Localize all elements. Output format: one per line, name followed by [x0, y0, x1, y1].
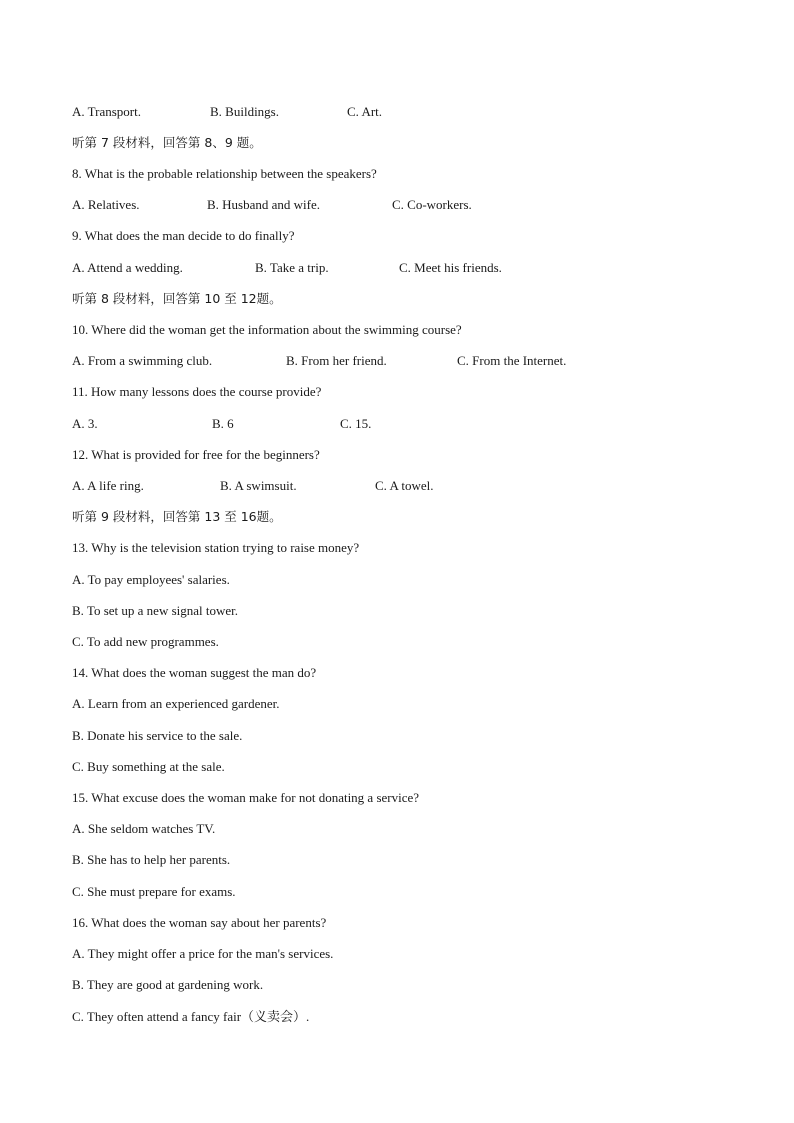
question-16: 16. What does the woman say about her parents? [72, 915, 327, 930]
q14-option-b: B. Donate his service to the sale. [72, 728, 243, 743]
q11-option-a: A. 3. [72, 416, 98, 431]
q16-option-b: B. They are good at gardening work. [72, 977, 264, 992]
question-12: 12. What is provided for free for the beginners? [72, 447, 320, 462]
question-9: 9. What does the man decide to do finally? [72, 228, 295, 243]
q8-option-a: A. Relatives. [72, 197, 140, 212]
q14-option-c: C. Buy something at the sale. [72, 759, 225, 774]
q13-option-a: A. To pay employees' salaries. [72, 572, 230, 587]
question-13: 13. Why is the television station trying to raise money? [72, 540, 360, 555]
q13-option-b: B. To set up a new signal tower. [72, 603, 239, 618]
q10-option-b: B. From her friend. [286, 353, 387, 368]
section-7-instruction: 听第 7 段材料，回答第 8、9 题。 [72, 135, 262, 150]
q7-option-b: B. Buildings. [210, 104, 279, 119]
q9-option-a: A. Attend a wedding. [72, 260, 183, 275]
q13-option-c: C. To add new programmes. [72, 634, 219, 649]
section-8-instruction: 听第 8 段材料，回答第 10 至 12题。 [72, 291, 282, 306]
q12-option-a: A. A life ring. [72, 478, 144, 493]
question-11: 11. How many lessons does the course provide? [72, 384, 322, 399]
question-10: 10. Where did the woman get the information about the swimming course? [72, 322, 462, 337]
q9-option-b: B. Take a trip. [255, 260, 329, 275]
q9-option-c: C. Meet his friends. [399, 260, 502, 275]
q12-option-b: B. A swimsuit. [220, 478, 297, 493]
q7-option-a: A. Transport. [72, 104, 141, 119]
q16-option-c: C. They often attend a fancy fair（义卖会）. [72, 1009, 310, 1024]
question-14: 14. What does the woman suggest the man do? [72, 665, 317, 680]
question-15: 15. What excuse does the woman make for not donating a service? [72, 790, 420, 805]
q15-option-c: C. She must prepare for exams. [72, 884, 236, 899]
q7-option-c: C. Art. [347, 104, 383, 119]
q16-option-a: A. They might offer a price for the man's services. [72, 946, 334, 961]
section-9-instruction: 听第 9 段材料，回答第 13 至 16题。 [72, 509, 282, 524]
q8-option-c: C. Co-workers. [392, 197, 472, 212]
q12-option-c: C. A towel. [375, 478, 434, 493]
q14-option-a: A. Learn from an experienced gardener. [72, 696, 280, 711]
q8-option-b: B. Husband and wife. [207, 197, 321, 212]
question-8: 8. What is the probable relationship between the speakers? [72, 166, 377, 181]
q15-option-a: A. She seldom watches TV. [72, 821, 216, 836]
q11-option-b: B. 6 [212, 416, 234, 431]
q15-option-b: B. She has to help her parents. [72, 852, 231, 867]
q10-option-c: C. From the Internet. [457, 353, 567, 368]
q10-option-a: A. From a swimming club. [72, 353, 213, 368]
q11-option-c: C. 15. [340, 416, 372, 431]
